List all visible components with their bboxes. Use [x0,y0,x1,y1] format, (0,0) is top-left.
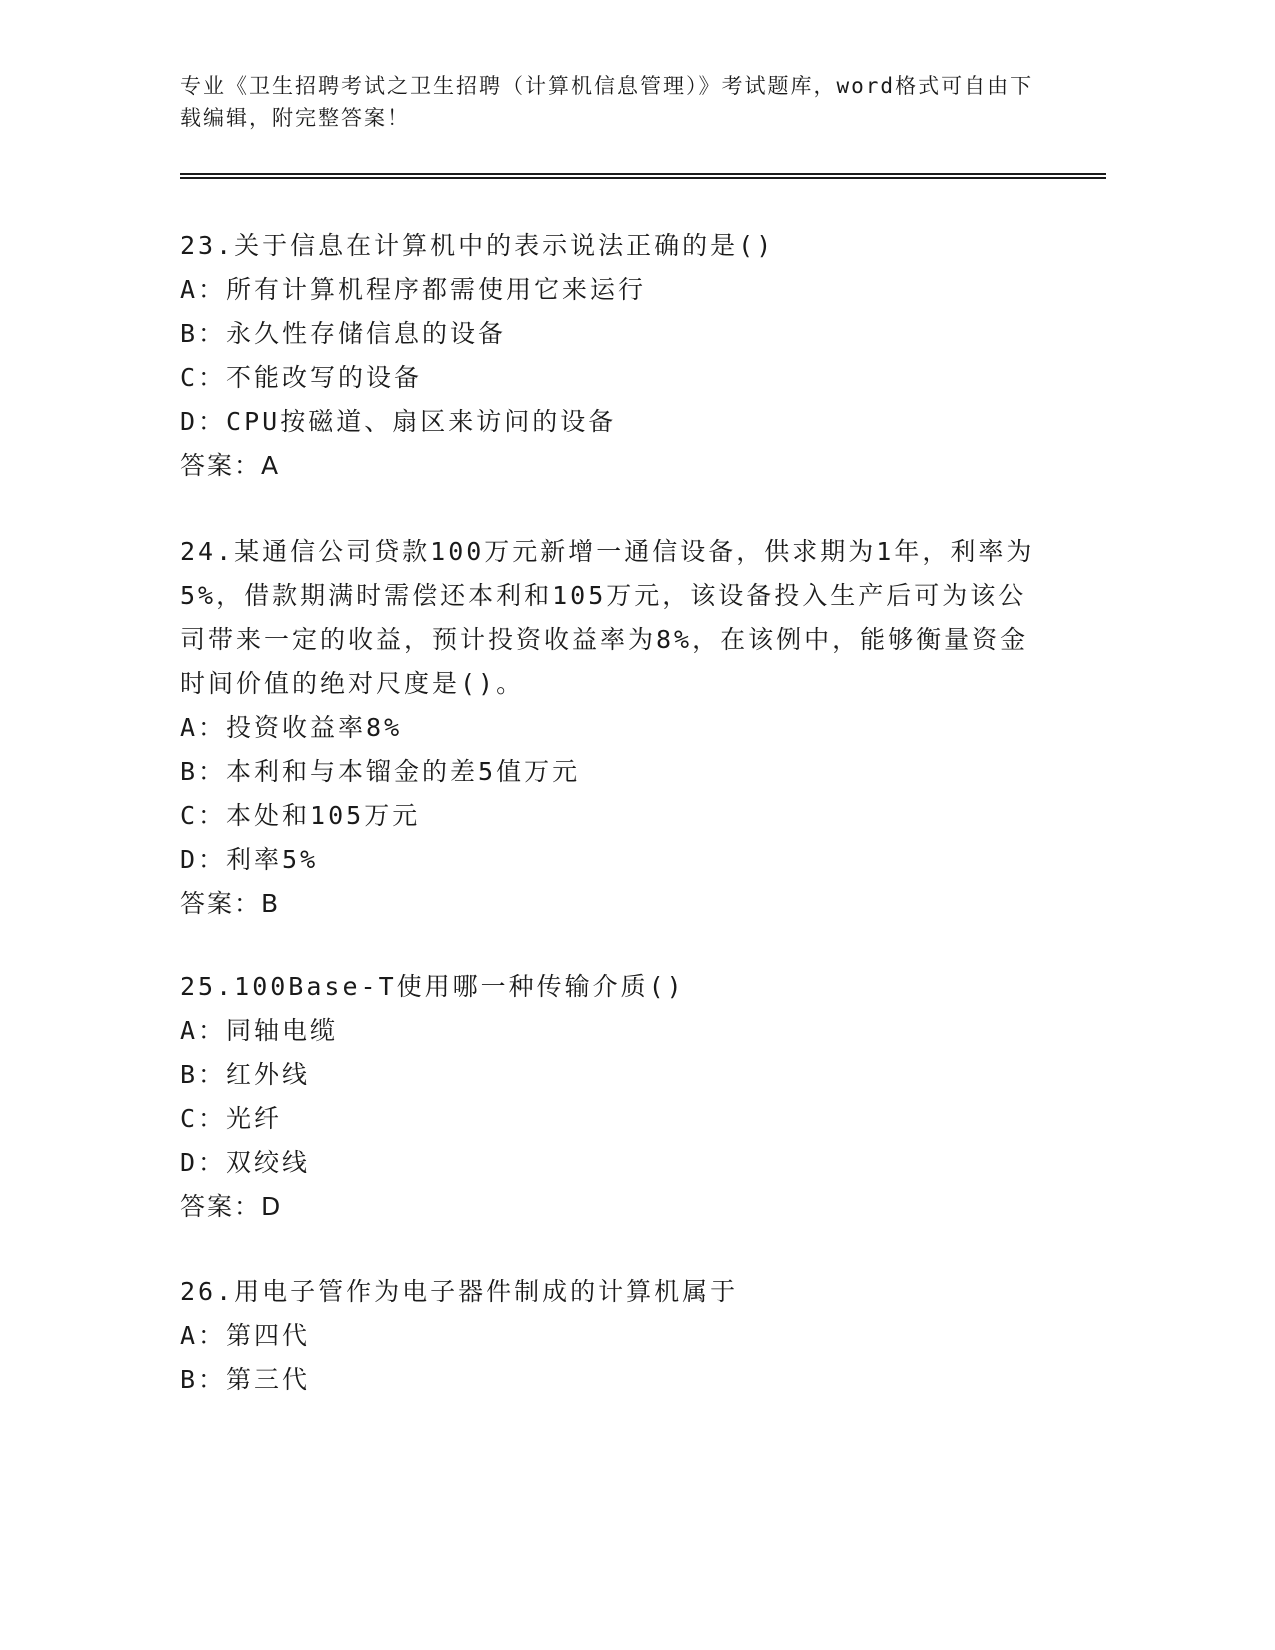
question-text: 23.关于信息在计算机中的表示说法正确的是() [180,231,775,260]
question-text: 25.100Base-T使用哪一种传输介质() [180,972,685,1001]
option-b: B：第三代 [180,1365,311,1394]
question-23 [180,224,1040,488]
question-text: 26.用电子管作为电子器件制成的计算机属于 [180,1277,739,1306]
option-a: A：投资收益率8% [180,713,403,742]
option-b: B：永久性存储信息的设备 [180,319,507,348]
option-d: D：双绞线 [180,1148,311,1177]
answer-line: 答案：D [180,1192,283,1221]
question-text: 24.某通信公司贷款100万元新增一通信设备，供求期为1年，利率为5%，借款期满时需偿还本利和105万元，该设备投入生产后可为该公司带来一定的收益，预计投资收益率为8%，在该例中，能够衡量资金时间价值的绝对尺度是()。 [180,537,1035,698]
option-a: A：所有计算机程序都需使用它来运行 [180,275,647,304]
option-b: B：本利和与本镏金的差5值万元 [180,757,581,786]
option-c: C：光纤 [180,1104,283,1133]
question-25 [180,965,1040,1229]
option-d: D：CPU按磁道、扇区来访问的设备 [180,407,617,436]
option-c: C：本处和105万元 [180,801,421,830]
option-d: D：利率5% [180,845,319,874]
answer-line: 答案：A [180,451,281,480]
option-a: A：第四代 [180,1321,311,1350]
question-26 [180,1270,1040,1402]
option-b: B：红外线 [180,1060,311,1089]
document-header: 专业《卫生招聘考试之卫生招聘（计算机信息管理）》考试题库，word格式可自由下载编辑，附完整答案！ [180,74,1034,130]
header-divider [180,173,1106,179]
question-24 [180,530,1040,926]
option-c: C：不能改写的设备 [180,363,423,392]
answer-line: 答案：B [180,889,281,918]
option-a: A：同轴电缆 [180,1016,339,1045]
